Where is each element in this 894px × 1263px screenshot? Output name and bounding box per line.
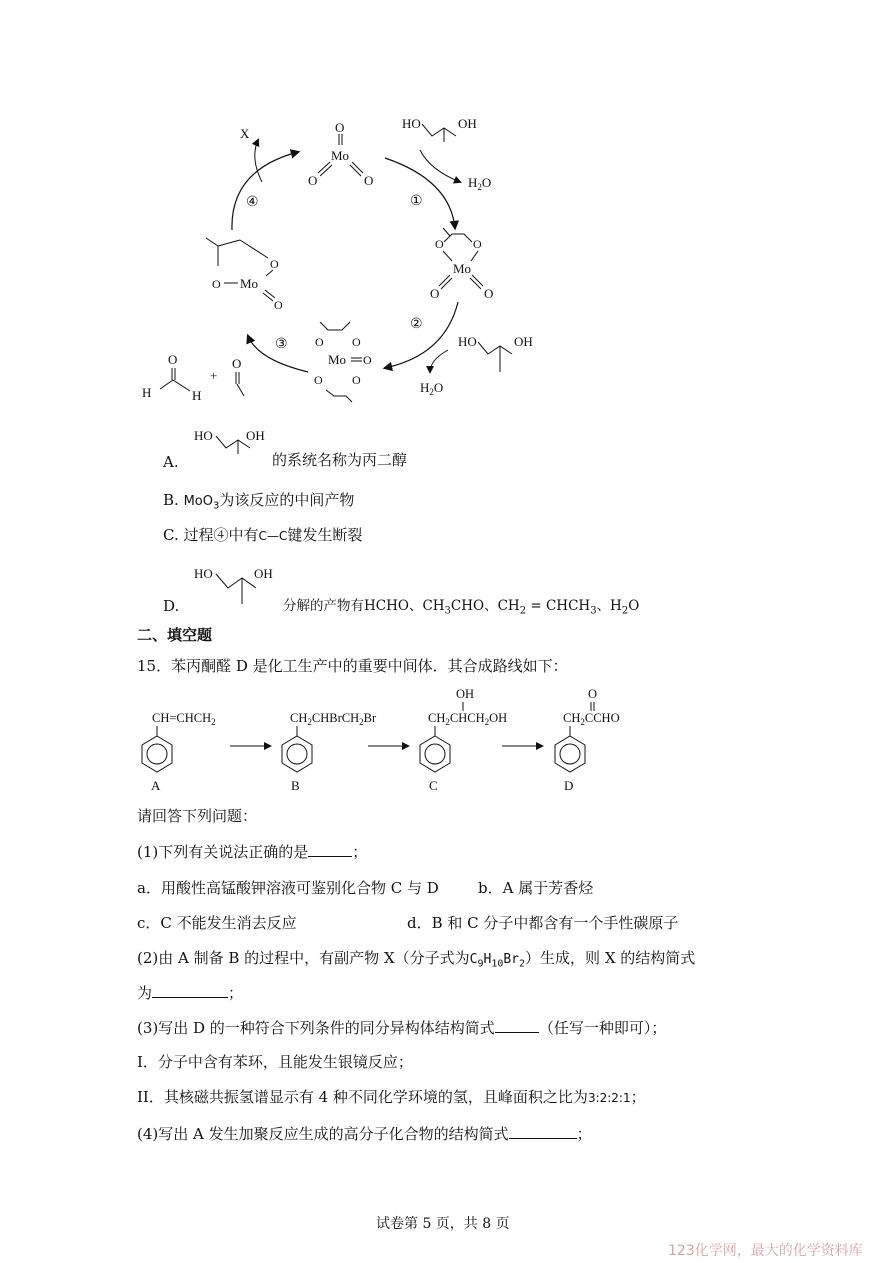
svg-text:H: H	[142, 385, 152, 400]
water-2: $H_2O$	[420, 380, 444, 397]
svg-text:HO: HO	[458, 334, 477, 349]
intermediate-mo-diol	[430, 228, 493, 301]
formaldehyde	[142, 352, 201, 403]
svg-text:O: O	[352, 373, 361, 387]
svg-text:OH: OH	[458, 116, 477, 131]
svg-text:O: O	[270, 257, 279, 271]
svg-text:OH: OH	[456, 687, 475, 701]
svg-text:O: O	[435, 237, 444, 251]
moo3-top	[308, 120, 373, 188]
q15-option-a: a．用酸性高锰酸钾溶液可鉴别化合物 C 与 D	[137, 879, 439, 897]
svg-text:O: O	[314, 373, 323, 387]
svg-text:O: O	[352, 335, 361, 349]
svg-text:Mo: Mo	[453, 261, 472, 276]
option-d-label: D.	[163, 597, 180, 615]
step-3-label: ③	[275, 337, 288, 352]
compound-d	[555, 687, 620, 793]
option-a-propanediol-structure	[190, 424, 270, 470]
svg-text:CH2CHBrCH2Br: $CH_2CHBrCH_2Br$	[290, 711, 377, 727]
q15-part1: (1)下列有关说法正确的是 ；	[137, 843, 368, 861]
svg-text:O: O	[315, 335, 324, 349]
svg-text:CH2CCHO: $CH_2CCHO$	[563, 711, 620, 727]
svg-text:HO: HO	[194, 566, 213, 581]
step-2-label: ②	[410, 317, 423, 332]
compound-b	[282, 711, 377, 793]
option-a-text: 的系统名称为丙二醇	[272, 451, 408, 469]
svg-text:O: O	[484, 286, 494, 301]
svg-text:CH=CHCH2: $CH=CHCH_2$	[152, 711, 216, 727]
label-c: C	[429, 778, 438, 793]
option-b	[163, 490, 354, 517]
svg-text:OH: OH	[246, 428, 265, 443]
acetaldehyde	[232, 356, 244, 396]
page-footer: 试卷第 5 页，共 8 页	[376, 1216, 510, 1232]
synthesis-scheme	[130, 680, 650, 800]
q15-prompt: 请回答下列问题：	[137, 807, 258, 825]
compound-c	[420, 687, 507, 793]
answer-blank-2[interactable]	[152, 983, 228, 998]
plus-sign: +	[210, 368, 218, 383]
svg-text:Mo: Mo	[240, 276, 259, 291]
cc-bond: C—C	[258, 529, 288, 543]
q15-part4: (4)写出 A 发生加聚反应生成的高分子化合物的结构简式 ；	[137, 1125, 592, 1143]
q15-part2-line2: 为 ；	[137, 984, 244, 1002]
propanediol-reactant-1	[402, 116, 477, 142]
label-d: D	[564, 778, 574, 793]
svg-text:O: O	[308, 173, 318, 188]
svg-text:Mo: Mo	[328, 352, 347, 367]
condition-2: II．其核磁共振氢谱显示有 4 种不同化学环境的氢，且峰面积之比为3:2:2:1；	[137, 1088, 646, 1106]
svg-text:O: O	[364, 173, 374, 188]
option-c-label: C.	[163, 526, 179, 544]
formula-x: $C_9H_{10}Br_2$	[469, 952, 526, 970]
step-4-label: ④	[246, 195, 259, 210]
intermediate-bis-diolate	[314, 322, 372, 402]
label-a: A	[151, 778, 161, 793]
water-1: $H_2O$	[468, 175, 492, 192]
svg-text:O: O	[274, 298, 283, 312]
brand-watermark: 123化学网，最大的化学资料库	[668, 1243, 863, 1259]
svg-text:HO: HO	[402, 116, 421, 131]
q15-stem: 15．苯丙酮醛 D 是化工生产中的重要中间体．其合成路线如下：	[137, 657, 568, 675]
svg-text:O: O	[473, 237, 482, 251]
q15-option-c: c．C 不能发生消去反应	[137, 914, 297, 932]
svg-text:CH2CHCH2OH: $CH_2CHCH_2OH$	[428, 711, 508, 727]
option-d-propanediol-structure	[190, 560, 280, 610]
atom-o: O	[335, 120, 345, 135]
q15-option-b: b．A 属于芳香烃	[478, 879, 594, 897]
intermediate-mono-diolate	[206, 238, 283, 312]
propanediol-reactant-2	[458, 334, 533, 372]
option-b-label: B.	[163, 491, 179, 509]
q15-part3: (3)写出 D 的一种符合下列条件的同分异构体结构简式 （任写一种即可）；	[137, 1019, 667, 1037]
svg-text:O: O	[588, 687, 598, 701]
condition-1: I．分子中含有苯环，且能发生银镜反应；	[137, 1053, 413, 1071]
answer-blank-4[interactable]	[509, 1124, 577, 1139]
svg-text:O: O	[232, 356, 242, 371]
q15-option-d: d．B 和 C 分子中都含有一个手性碳原子	[407, 914, 679, 932]
product-x-label: X	[240, 126, 250, 141]
option-a	[163, 452, 179, 472]
svg-text:O: O	[212, 277, 221, 291]
section-title: 二、填空题	[137, 626, 213, 644]
catalytic-cycle-diagram	[130, 110, 560, 410]
svg-text:HO: HO	[194, 428, 213, 443]
option-c: C. 过程④中有C—C键发生断裂	[163, 526, 363, 544]
label-b: B	[291, 778, 300, 793]
answer-blank-1[interactable]	[308, 842, 352, 857]
atom-mo: Mo	[331, 148, 350, 163]
option-b-text: 为该反应的中间产物	[219, 491, 355, 509]
compound-a	[142, 711, 216, 793]
q15-part2: (2)由 A 制备 B 的过程中，有副产物 X（分子式为$C_9H_{10}Br_2$）生成，则 X 的结构简式	[137, 949, 696, 970]
svg-text:O: O	[430, 286, 440, 301]
option-d-text: 分解的产物有HCHO、$CH_3CHO$、$CH_2$ = $CHCH_3$、$H_2O$	[283, 598, 640, 617]
svg-text:O: O	[168, 352, 178, 367]
svg-text:O: O	[363, 353, 372, 367]
svg-text:OH: OH	[254, 566, 273, 581]
svg-text:OH: OH	[514, 334, 533, 349]
answer-blank-3[interactable]	[495, 1018, 539, 1033]
svg-text:H: H	[192, 388, 202, 403]
step-4-ref: ④	[213, 526, 229, 544]
step-1-label: ①	[410, 194, 423, 209]
option-b-formula: MoO$_3$	[183, 494, 220, 512]
option-a-label: A.	[163, 453, 179, 471]
